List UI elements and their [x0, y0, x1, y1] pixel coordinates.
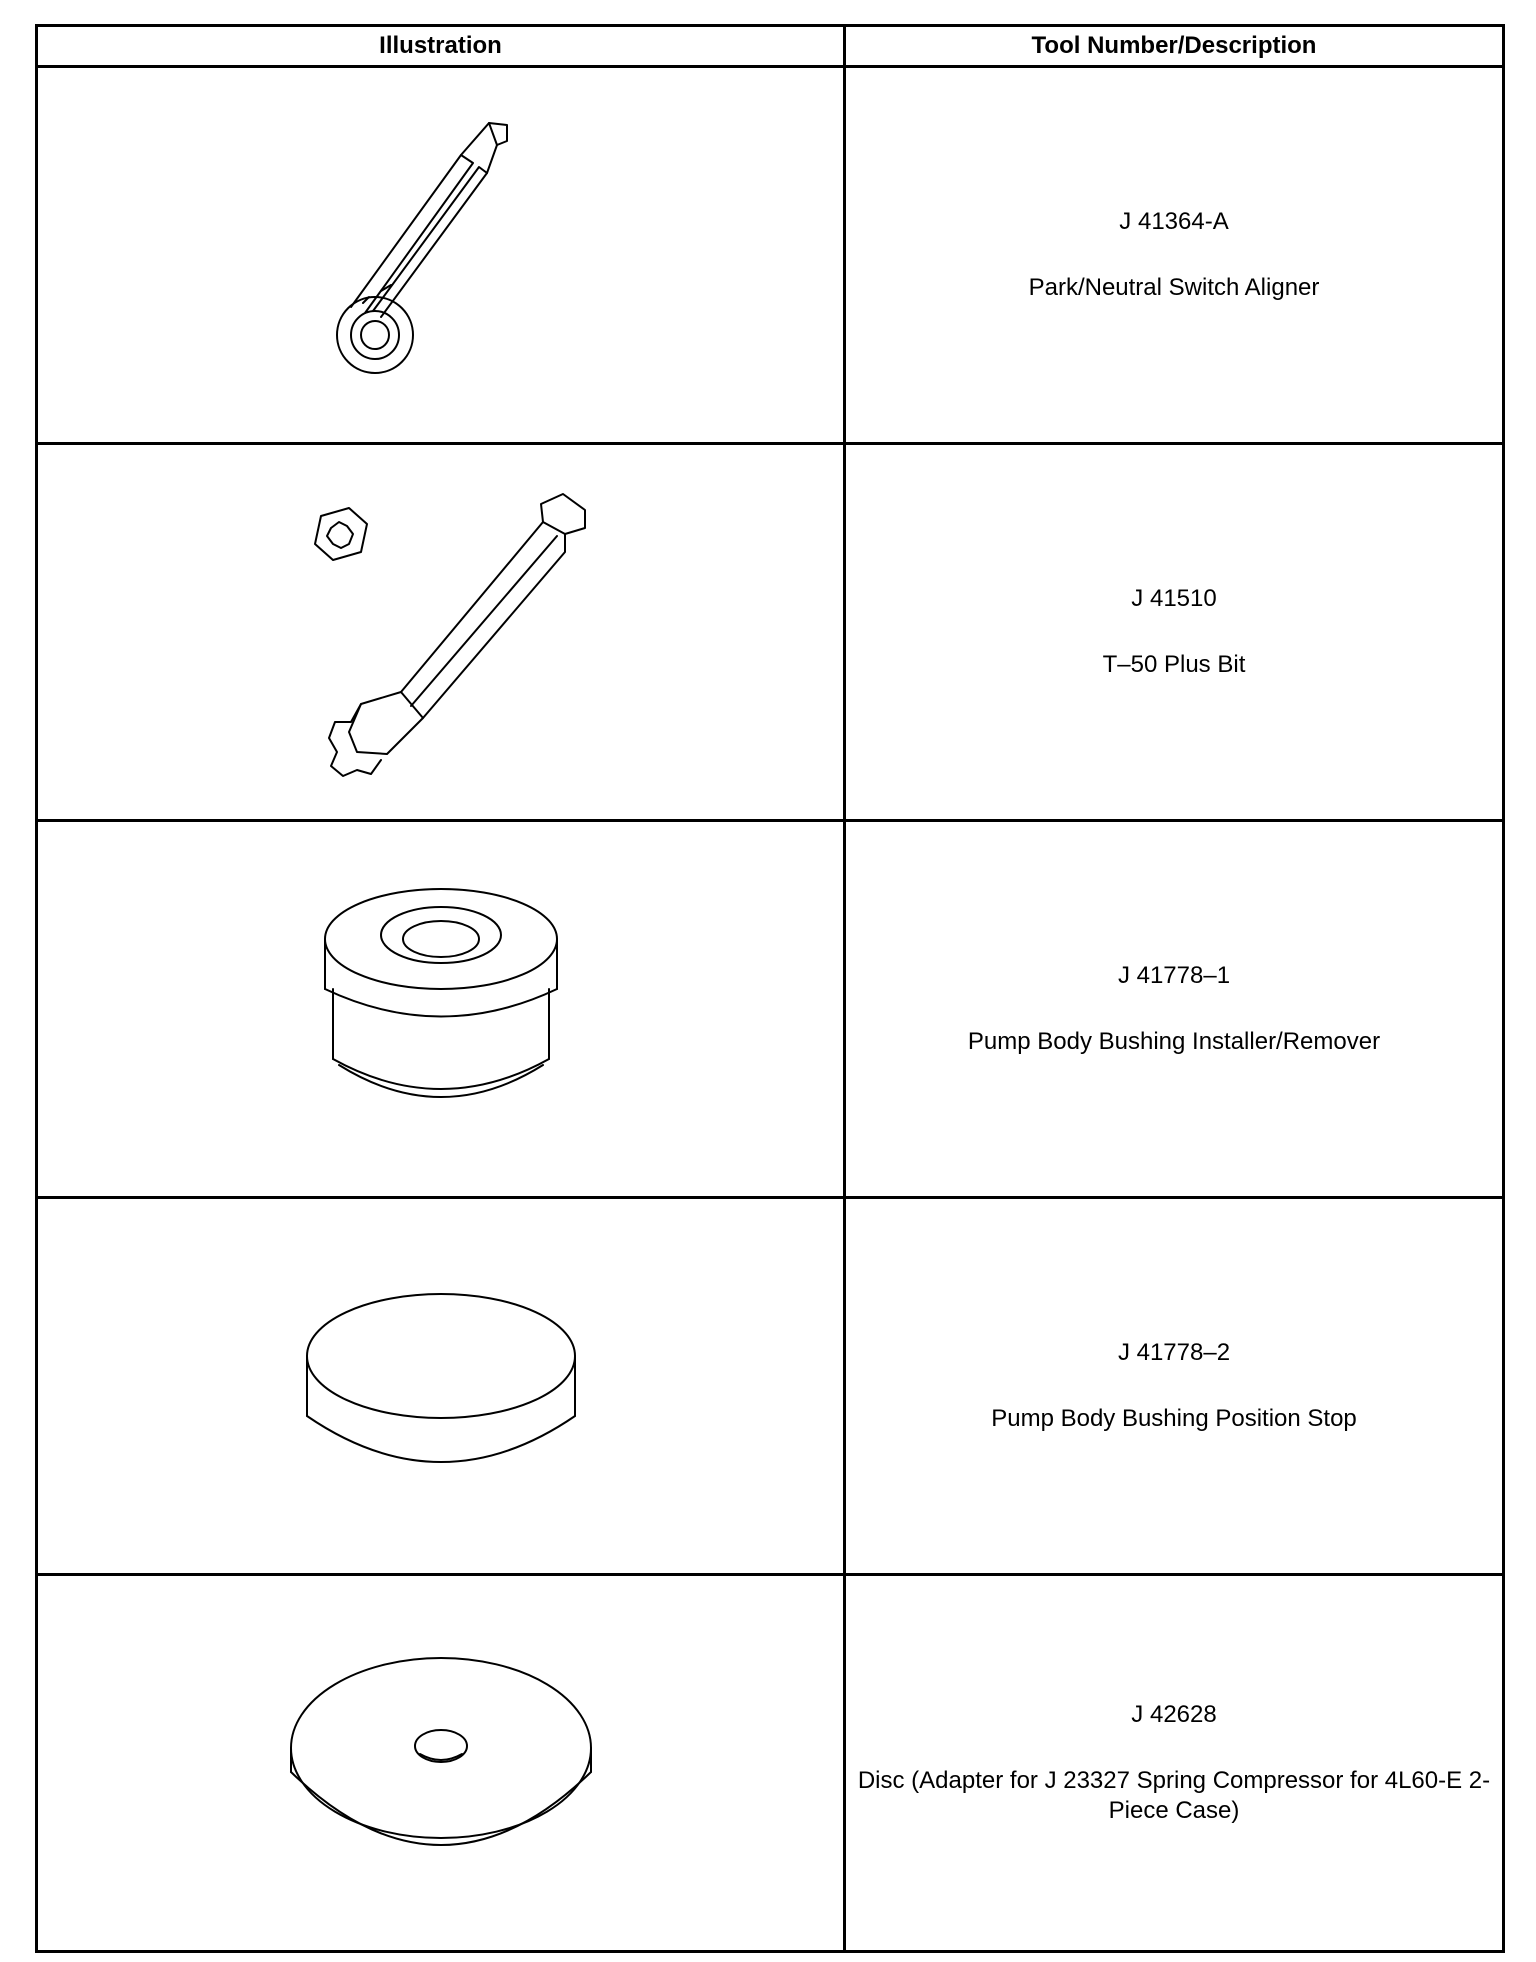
position-stop-icon: [301, 1276, 581, 1496]
illustration-cell: [37, 1198, 845, 1575]
illustration-cell: [37, 1575, 845, 1952]
tool-description: Disc (Adapter for J 23327 Spring Compressor for 4L60-E 2-Piece Case): [857, 1767, 1491, 1824]
illustration-cell: [37, 821, 845, 1198]
tool-description: Pump Body Bushing Installer/Remover: [967, 1028, 1381, 1055]
header-illustration: Illustration: [37, 26, 845, 67]
park-neutral-switch-aligner-icon: [311, 115, 571, 395]
description-cell: [845, 1198, 1504, 1575]
tool-number: J 42628: [1131, 1701, 1217, 1728]
t50-plus-bit-icon: [291, 482, 591, 782]
tool-description: T–50 Plus Bit: [1102, 651, 1246, 678]
tool-description: Park/Neutral Switch Aligner: [1028, 274, 1320, 301]
tools-table: [35, 24, 1505, 1953]
description-cell: [845, 1575, 1504, 1952]
table-row: [37, 821, 1504, 1198]
tool-number: J 41778–2: [1117, 1339, 1231, 1366]
disc-adapter-icon: [286, 1648, 596, 1878]
table-row: [37, 1198, 1504, 1575]
tool-number: J 41510: [1131, 585, 1217, 612]
illustration-cell: [37, 444, 845, 821]
description-cell: [845, 821, 1504, 1198]
tool-number: J 41778–1: [1117, 962, 1231, 989]
illustration-cell: [37, 67, 845, 444]
description-cell: [845, 67, 1504, 444]
table-row: [37, 1575, 1504, 1952]
table-row: [37, 444, 1504, 821]
table-row: [37, 67, 1504, 444]
bushing-installer-icon: [311, 879, 571, 1139]
header-tool-description: Tool Number/Description: [845, 26, 1504, 67]
tool-description: Pump Body Bushing Position Stop: [991, 1405, 1357, 1432]
tool-number: J 41364-A: [1119, 208, 1229, 235]
description-cell: [845, 444, 1504, 821]
